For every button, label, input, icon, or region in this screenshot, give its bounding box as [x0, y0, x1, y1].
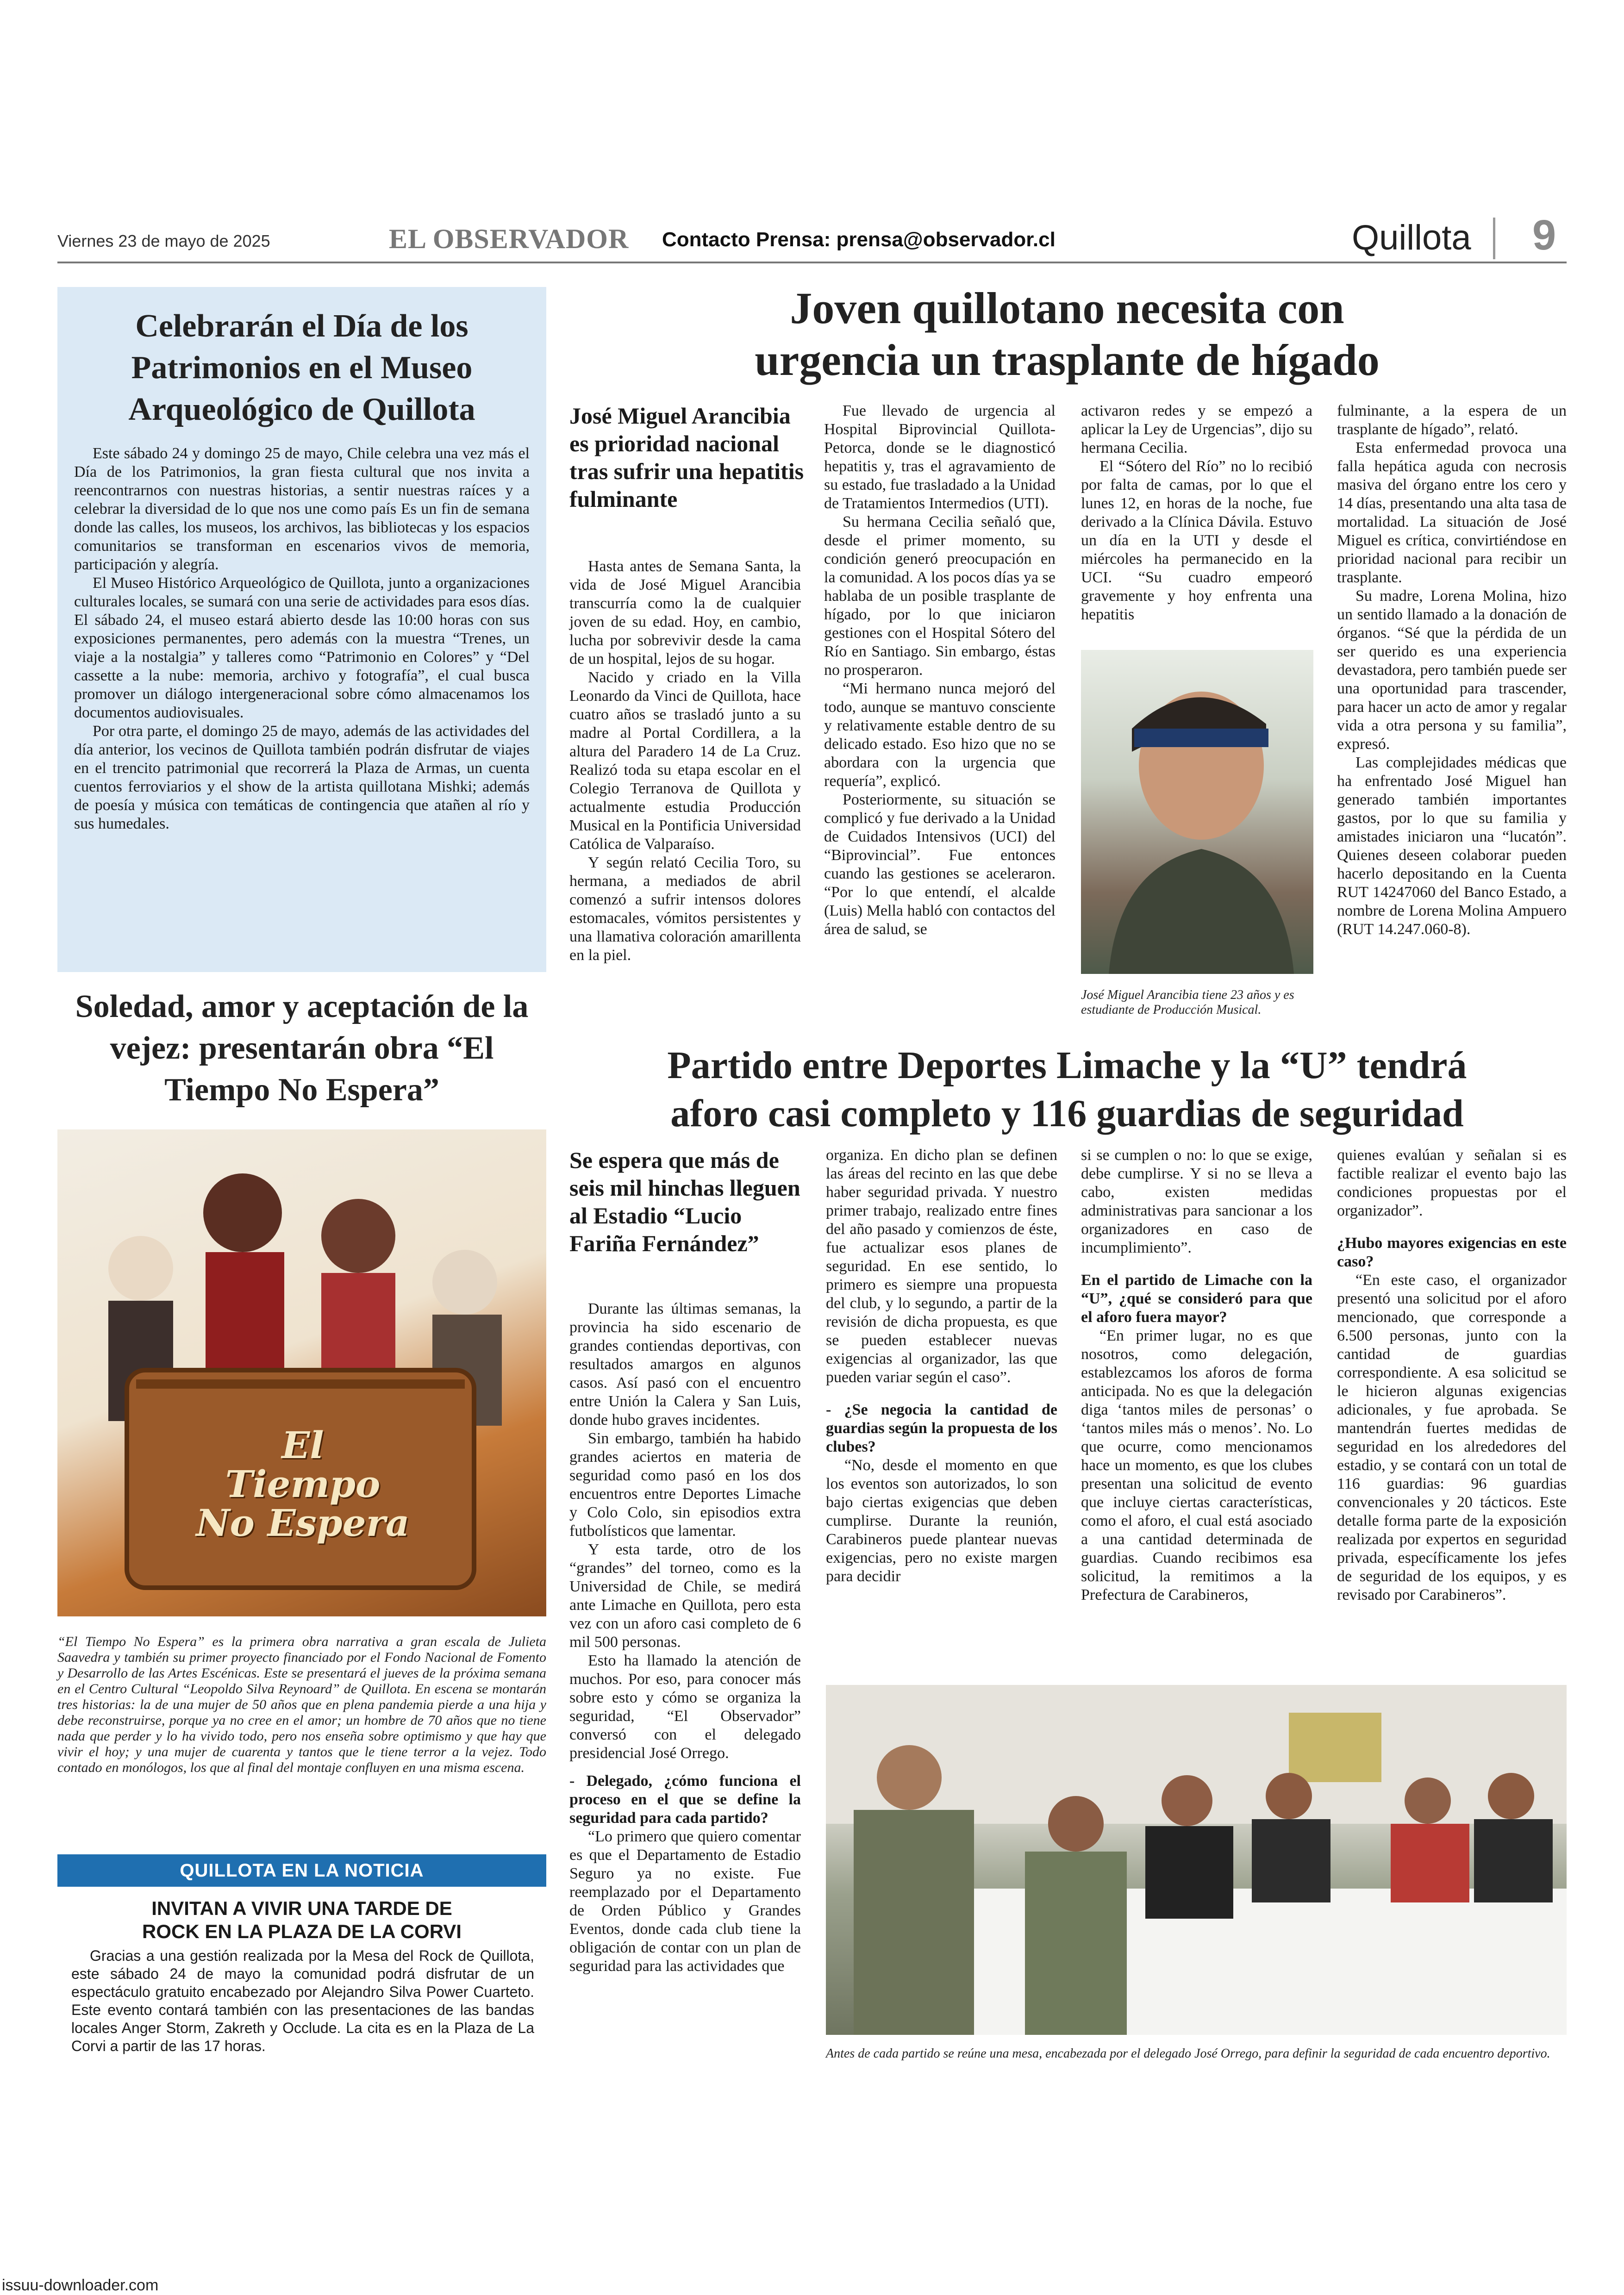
- trasplante-c4d: Las complejidades médicas que ha enfrentado José Miguel han generado también importantes gastos, por lo que su familia y amistades iniciaron una “lucatón”. Quienes deseen colaborar pueden hacerlo depositando en la Cuenta RUT 14247060 del Banco Estado, a nombre de Lorena Molina Ampuero (RUT 14.247.060-8).: [1337, 754, 1567, 938]
- trasplante-c3b: El “Sótero del Río” no lo recibió por falta de camas, por lo que el lunes 12, en horas de la noche, fue derivado a la Clínica Dávila. Estuvo un día en la UTI y desde el miércoles ha permanecido en la UCI. “Su cuadro empeoró gravemente y hoy enfrenta una hepatitis: [1081, 458, 1312, 623]
- trasplante-c2: Fue llevado de urgencia al Hospital Biprovincial Quillota-Petorca, donde se le diagnosticó hepatitis y, tras el agravamiento de su estado, fue trasladado a la Unidad de Tratamientos Intermedios (UTI).: [824, 402, 1056, 512]
- partido-title: [574, 1041, 1560, 1138]
- footer-source: issuu-downloader.com: [2, 2276, 159, 2294]
- trasplante-col3: [1081, 402, 1312, 624]
- press-contact: Contacto Prensa: prensa@observador.cl: [662, 228, 1056, 251]
- trasplante-c2c: “Mi hermano nunca mejoró del todo, aunque se mantuvo consciente y relativamente estable dentro de su delicado estado. Eso hizo que no se abordara con la urgencia que requería”, explicó.: [824, 680, 1056, 790]
- page-number: 9: [1532, 212, 1556, 259]
- obra-caption: “El Tiempo No Espera” es la primera obra narrativa a gran escala de Julieta Saavedra y también su primer proyecto financiado por el Fondo Nacional de Fomento y Desarrollo de las Artes Escénicas. Este se presentará el jueves de la próxima semana en el Centro Cultural “Leopoldo Silva Reynoard” de Quillota. En escena se montarán tres historias: la de una mujer de 50 años que en plena pandemia pierde a una hija y debe reconstruirse, porque ya no cree en el amor; un hombre de 70 años que no tiene nada que perder y lo ha vivido todo, pero nos enseña sobre optimismo y que hay que vivir el hoy; y una mujer de cuarenta y tantos que le tiene terror a la vejez. Todo contado en monólogos, los que al final del montaje confluyen en una misma escena.: [57, 1634, 546, 1775]
- partido-c3: si se cumplen o no: lo que se exige, debe cumplirse. Y si no se lleva a cabo, existen medidas administrativas para sancionar a los organizadores en caso de incumplimiento”.: [1081, 1147, 1312, 1256]
- noticia-title-line2: ROCK EN LA PLAZA DE LA CORVI: [142, 1921, 462, 1942]
- partido-col2: [826, 1146, 1057, 1586]
- section-city: Quillota: [1352, 218, 1471, 257]
- theatre-poster-image: [57, 1129, 546, 1616]
- patrimonios-p2: El Museo Histórico Arqueológico de Quillota, junto a organizaciones culturales locales, se sumará con una serie de actividades para esos días. El sábado 24, el museo estará abierto desde las 10:00 horas con sus exposiciones permanentes, pero además con la muestra “Trenes, un viaje a la nostalgia” y talleres como “Patrimonio en Colores” y “Del cassette a la nube: memoria, archivo y fotografía”, el cual busca promover un diálogo intergeneracional sobre cómo almacenamos los documentos audiovisuales.: [74, 574, 530, 721]
- partido-q2: - ¿Se negocia la cantidad de guardias según la propuesta de los clubes?: [826, 1401, 1057, 1455]
- patrimonios-body: [74, 444, 530, 833]
- portrait-photo: [1081, 650, 1313, 974]
- trasplante-c1b: Nacido y criado en la Villa Leonardo da Vinci de Quillota, hace cuatro años se trasladó junto a su madre al Portal Cordillera, a la altura del Paradero 14 de La Cruz. Realizó toda su etapa escolar en el Colegio Terranova de Quillota y actualmente estudia Producción Musical en la Pontificia Universidad Católica de Valparaíso.: [569, 669, 801, 853]
- trasplante-c1c: Y según relató Cecilia Toro, su hermana, a mediados de abril comenzó a sufrir intensos dolores estomacales, vómitos persistentes y una llamativa coloración amarillenta en la piel.: [569, 854, 801, 964]
- trasplante-c3: activaron redes y se empezó a aplicar la Ley de Urgencias”, dijo su hermana Cecilia.: [1081, 402, 1312, 456]
- obra-title: Soledad, amor y aceptación de la vejez: presentarán obra “El Tiempo No Espera”: [75, 989, 529, 1108]
- patrimonios-title: Celebrarán el Día de los Patrimonios en el Museo Arqueológico de Quillota: [128, 308, 475, 427]
- header-date: Viernes 23 de mayo de 2025: [57, 231, 270, 250]
- portrait-illustration: [1081, 650, 1313, 974]
- partido-q3: En el partido de Limache con la “U”, ¿qué se consideró para que el aforo fuera mayor?: [1081, 1272, 1312, 1326]
- poster-title-line3: No Espera: [196, 1501, 410, 1545]
- trasplante-col2: [824, 402, 1056, 939]
- partido-col3: [1081, 1146, 1312, 1604]
- partido-a2: “No, desde el momento en que los eventos son autorizados, lo son bajo ciertas exigencias que deben cumplirse. Durante la reunión, Carabineros puede plantear nuevas exigencias, pero no existe margen para decidir: [826, 1457, 1057, 1585]
- trasplante-c2b: Su hermana Cecilia señaló que, desde el primer momento, su condición generó preocupación en la comunidad. A los pocos días ya se hablaba de un posible trasplante de hígado, por lo que iniciaron gestiones con el Hospital Sótero del Río en Santiago. Sin embargo, éstas no prosperaron.: [824, 513, 1056, 679]
- trasplante-title: [574, 282, 1560, 386]
- trasplante-c4c: Su madre, Lorena Molina, hizo un sentido llamado a la donación de órganos. “Sé que la pérdida de un ser querido es una experiencia devastadora, pero también puede ser una oportunidad para trascender, para hacer un acto de amor y regalar vida a otra persona y su familia”, expresó.: [1337, 587, 1567, 753]
- poster-title-line2: Tiempo: [225, 1462, 381, 1506]
- meeting-photo: [826, 1685, 1567, 2035]
- trasplante-col4: [1337, 402, 1567, 939]
- trasplante-col1: [569, 557, 801, 965]
- partido-c1: Durante las últimas semanas, la provincia ha sido escenario de grandes contiendas deportivas, con resultados amargos en algunos casos. Así pasó con el encuentro entre Unión la Calera y San Luis, donde hubo graves incidentes.: [569, 1300, 801, 1428]
- trasplante-title-line1: Joven quillotano necesita con: [790, 283, 1344, 333]
- partido-q4: ¿Hubo mayores exigencias en este caso?: [1337, 1235, 1567, 1270]
- portrait-caption: José Miguel Arancibia tiene 23 años y es estudiante de Producción Musical.: [1081, 988, 1294, 1017]
- noticia-title-line1: INVITAN A VIVIR UNA TARDE DE: [151, 1897, 452, 1919]
- partido-col4: [1337, 1146, 1567, 1604]
- poster-title-line1: El: [281, 1423, 324, 1467]
- noticia-box: [57, 1854, 546, 2065]
- trasplante-c1: Hasta antes de Semana Santa, la vida de José Miguel Arancibia transcurría como la de cualquier joven de su edad. Hoy, en cambio, lucha por sobrevivir desde la cama de un hospital, lejos de su hogar.: [569, 558, 801, 667]
- partido-c1c: Y esta tarde, otro de los “grandes” del torneo, como es la Universidad de Chile, se medirá ante Limache en Quillota, pero esta vez con un aforo casi completo de 6 mil 500 personas.: [569, 1541, 801, 1651]
- poster-title: [178, 1423, 428, 1545]
- noticia-body: Gracias a una gestión realizada por la Mesa del Rock de Quillota, este sábado 24 de mayo la comunidad podrá disfrutar de un espectáculo gratuito encabezado por Alejandro Silva Power Cuarteto. Este evento contará también con las presentaciones de las bandas locales Anger Storm, Zakreth y Occlude. La cita es en la Plaza de La Corvi a partir de las 17 horas.: [71, 1947, 534, 2054]
- partido-subhead: Se espera que más de seis mil hinchas lleguen al Estadio “Lucio Fariña Fernández”: [569, 1147, 800, 1256]
- partido-col1: [569, 1300, 801, 1976]
- meeting-caption: Antes de cada partido se reúne una mesa, encabezada por el delegado José Orrego, para definir la seguridad de cada encuentro deportivo.: [826, 2046, 1550, 2061]
- trasplante-c4b: Esta enfermedad provoca una falla hepática aguda con necrosis masiva del órgano entre los cero y 14 días, presentando una alta tasa de mortalidad. La situación de José Miguel es crítica, convirtiéndose en prioridad nacional para recibir un trasplante.: [1337, 439, 1567, 586]
- partido-c1d: Esto ha llamado la atención de muchos. Por eso, para conocer más sobre esto y cómo se organiza la seguridad, “El Observador” conversó con el delegado presidencial José Orrego.: [569, 1652, 801, 1762]
- trasplante-subhead: José Miguel Arancibia es prioridad nacional tras sufrir una hepatitis fulminante: [569, 403, 804, 512]
- partido-c2: organiza. En dicho plan se definen las áreas del recinto en las que debe haber seguridad privada. Y nuestro primer trabajo, realizado entre fines del año pasado y comienzos de éste, fue actualizar esos planes de seguridad. En ese sentido, lo primero es siempre una propuesta del club, y lo segundo, a partir de la revisión de dicha propuesta, es que se pueden establecer nuevas exigencias al organizador, las que pueden variar según el caso”.: [826, 1147, 1057, 1386]
- trasplante-c2d: Posteriormente, su situación se complicó y fue derivado a la Unidad de Cuidados Intensivos (UCI) del “Biprovincial”. Fue entonces cuando las gestiones se aceleraron. “Por lo que entendí, el alcalde (Luis) Mella habló con contactos del área de salud, se: [824, 791, 1056, 938]
- header-rule: [57, 262, 1567, 263]
- partido-c4: quienes evalúan y señalan si es factible realizar el evento bajo las condiciones propuestas por el organizador”.: [1337, 1147, 1567, 1219]
- header-separator: [1493, 218, 1495, 259]
- patrimonios-p1: Este sábado 24 y domingo 25 de mayo, Chile celebra una vez más el Día de los Patrimonios, la gran fiesta cultural que nos invita a reencontrarnos con nuestras historias, a sentir nuestras raíces y a celebrar la diversidad de lo que nos une como país Es un fin de semana donde las calles, los museos, los archivos, las bibliotecas y los espacios comunitarios se transforman en escenarios vivos de memoria, participación y alegría.: [74, 445, 530, 573]
- trasplante-title-line2: urgencia un trasplante de hígado: [755, 335, 1380, 385]
- partido-a3: “En primer lugar, no es que nosotros, como delegación, establezcamos los aforos de forma anticipada. No es que la delegación diga ‘tantos miles de personas’ o ‘tantos miles más o menos’. No. Lo que ocurre, como mencionamos hace un momento, es que los clubes presentan una solicitud de evento que incluye ciertas características, como el aforo, el cual está asociado a una cantidad determinada de guardias. Cuando recibimos esa solicitud, la remitimos a la Prefectura de Carabineros,: [1081, 1327, 1312, 1603]
- partido-title-line2: aforo casi completo y 116 guardias de seguridad: [670, 1092, 1464, 1135]
- newspaper-name: EL OBSERVADOR: [389, 224, 629, 254]
- trasplante-c4: fulminante, a la espera de un trasplante de hígado”, relató.: [1337, 402, 1567, 438]
- noticia-bar: QUILLOTA EN LA NOTICIA: [57, 1854, 546, 1887]
- patrimonios-p3: Por otra parte, el domingo 25 de mayo, además de las actividades del día anterior, los vecinos de Quillota también podrán disfrutar de viajes en el trencito patrimonial que recorrerá la Plaza de Armas, un cuenta cuentos ferroviarios y el show de la artista quillotana Mishki; además de poesía y música con temáticas de contingencia que atañen al río y sus humedales.: [74, 723, 530, 832]
- meeting-illustration: [826, 1685, 1567, 2035]
- noticia-title: [57, 1897, 546, 1943]
- partido-a4: “En este caso, el organizador presentó una solicitud por el aforo mencionado, que corresponde a 6.500 personas, junto con la cantidad de guardias correspondiente. A esa solicitud se le hicieron algunas exigencias adicionales, y fue aprobada. Se mantendrán fuertes medidas de seguridad en los alrededores del estadio, y se contará con un total de 116 guardias: 96 guardias convencionales y 20 tácticos. Este detalle forma parte de la exposición realizada por expertos en seguridad privada, específicamente los jefes de seguridad de los equipos, y es revisado por Carabineros”.: [1337, 1272, 1567, 1603]
- partido-a1: “Lo primero que quiero comentar es que el Departamento de Estadio Seguro ya no existe. Fue reemplazado por el Departamento de Orden Público y Grandes Eventos, donde cada club tiene la obligación de contar con un plan de seguridad para las actividades que: [569, 1828, 801, 1975]
- partido-title-line1: Partido entre Deportes Limache y la “U” tendrá: [667, 1044, 1467, 1087]
- partido-c1b: Sin embargo, también ha habido grandes aciertos en materia de seguridad como pasó en los dos encuentros entre Deportes Limache y Colo Colo, sin episodios extra futbolísticos que lamentar.: [569, 1430, 801, 1540]
- partido-q1: - Delegado, ¿cómo funciona el proceso en el que se define la seguridad para cada partido?: [569, 1772, 801, 1827]
